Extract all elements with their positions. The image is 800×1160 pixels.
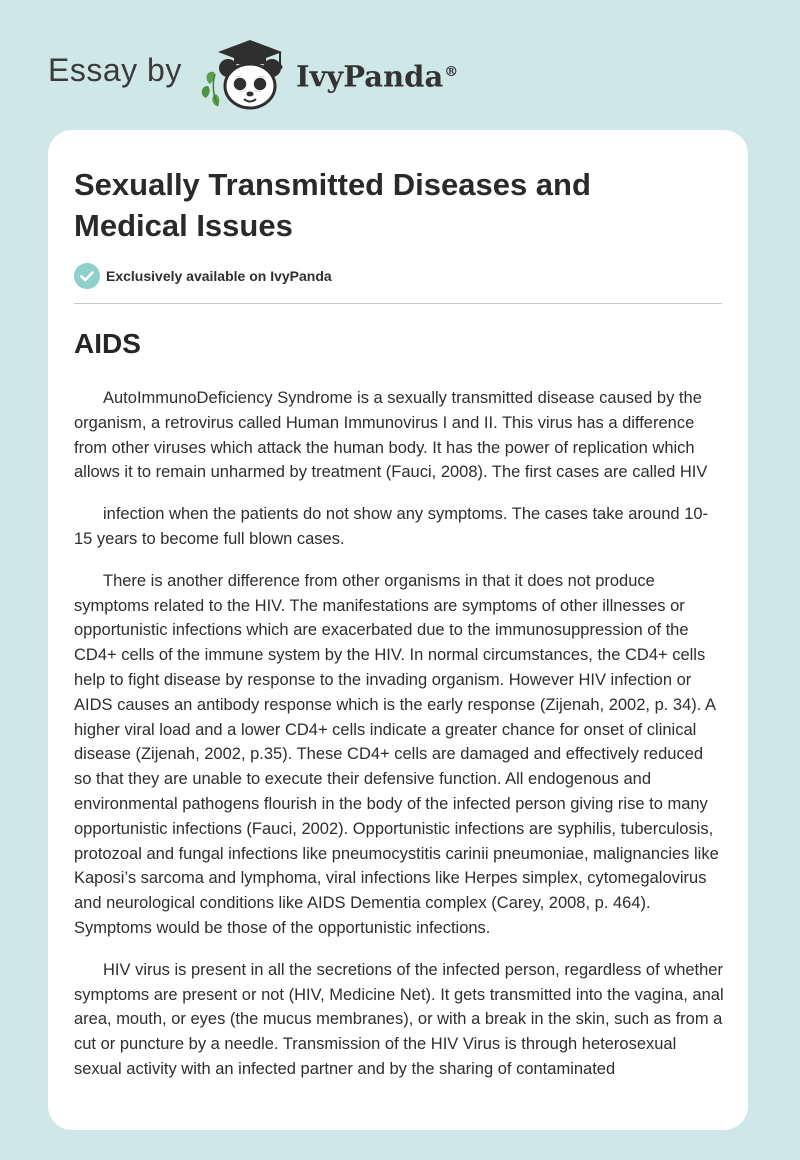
paragraph: HIV virus is present in all the secretions of the infected person, regardless of whether symptoms are present or not (HIV, Medicine Net). It gets transmitted into the vagina, anal area, mouth, or eyes (the mucus membranes), or with a break in the skin, such as from a cut or puncture by a needle. Transmission of the HIV Virus is through heterosexual sexual activity with an infected partner and by the sharing of contaminated: [74, 960, 724, 1078]
section-heading: AIDS: [74, 328, 141, 359]
paragraph: AutoImmunoDeficiency Syndrome is a sexually transmitted disease caused by the organism, a retrovirus called Human Immunovirus I and II. This virus has a difference from other viruses which attack the human body. It has the power of replication which allows it to remain unharmed by treatment (Fauci, 2008). The first cases are called HIV: [74, 389, 708, 482]
panda-graduate-logo-icon[interactable]: [196, 34, 296, 114]
brand-name: [296, 52, 458, 97]
paragraph: There is another difference from other organisms in that it does not produce symptoms related to the HIV. The manifestations are symptoms of other illnesses or opportunistic infections which are exacerbated due to the immunosuppression of the CD4+ cells of the immune system by the HIV. In normal circumstances, the CD4+ cells help to fight disease by response to the invading organism. However HIV infection or AIDS causes an antibody response which is the early response (Zijenah, 2002, p. 34). A higher viral load and a lower CD4+ cells indicate a greater chance for onset of clinical disease (Zijenah, 2002, p.35). These CD4+ cells are damaged and effectively reduced so that they are unable to execute their defensive function. All endogenous and environmental pathogens flourish in the body of the infected person giving rise to many opportunistic infections (Fauci, 2002). Opportunistic infections are syphilis, tuberculosis, protozoal and fungal infections like pneumocystitis carinii pneumoniae, malignancies like Kaposi’s sarcoma and lymphoma, viral infections like Herpes simplex, cytomegalovirus and neurological conditions like AIDS Dementia complex (Carey, 2008, p. 464). Symptoms would be those of the opportunistic infections.: [74, 571, 719, 937]
brand-name-text: IvyPanda: [296, 59, 444, 94]
essay-title: Sexually Transmitted Diseases and Medical Issues: [74, 167, 591, 243]
site-header: [0, 0, 800, 120]
registered-mark: ®: [444, 64, 459, 80]
brand-prefix: Essay by: [48, 52, 182, 88]
paragraph: infection when the patients do not show any symptoms. The cases take around 10-15 years to become full blown cases.: [74, 505, 709, 548]
check-circle-icon: [74, 263, 100, 289]
essay-card: [48, 130, 748, 1130]
exclusive-badge: [74, 263, 332, 289]
essay-body: [74, 386, 724, 1099]
divider: [74, 303, 722, 304]
exclusive-badge-text: Exclusively available on IvyPanda: [106, 268, 332, 284]
